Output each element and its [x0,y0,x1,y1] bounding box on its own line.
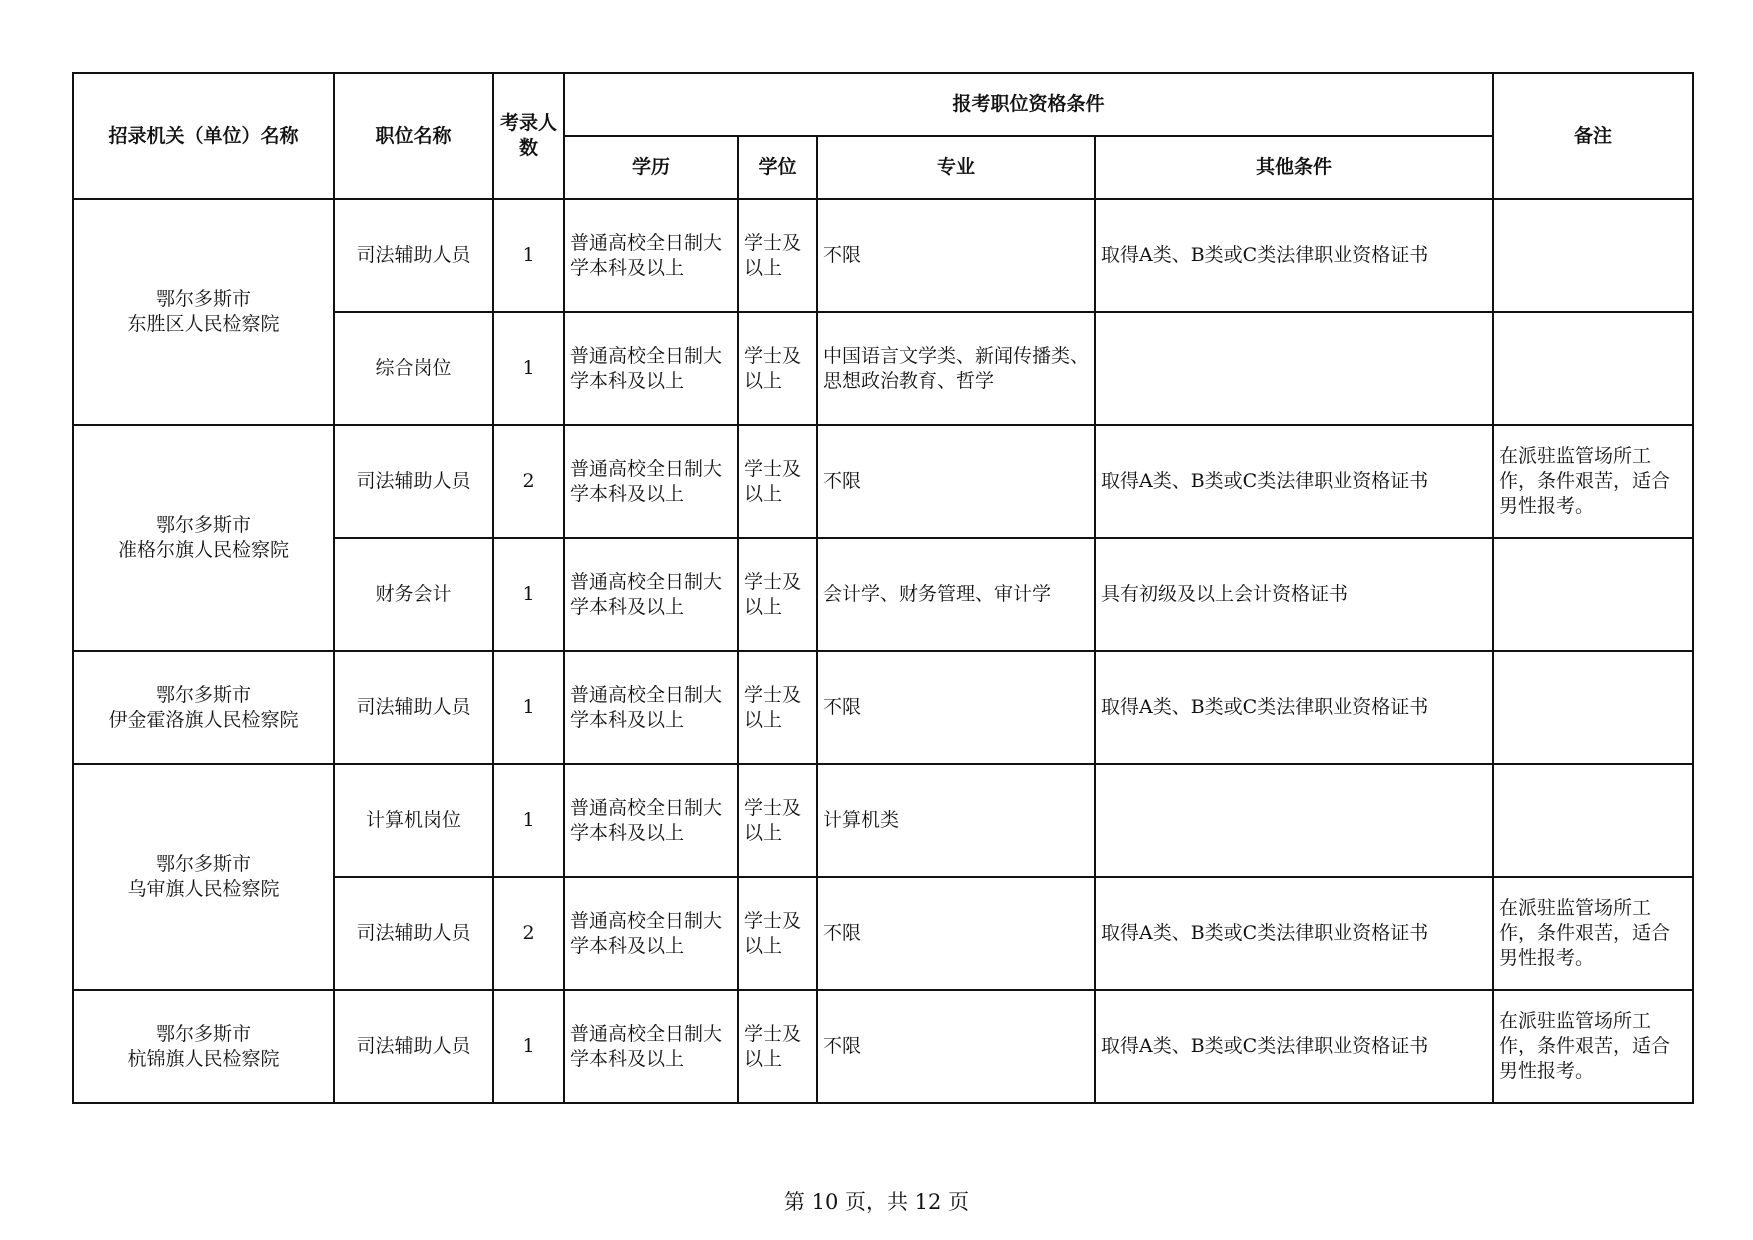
cell-unit-name [73,990,334,1103]
header-remark: 备注 [1493,73,1693,199]
unit-name-line1: 鄂尔多斯市 [155,683,251,706]
cell-remark [1493,651,1693,764]
cell-position: 计算机岗位 [334,764,493,877]
cell-other-conditions: 取得A类、B类或C类法律职业资格证书 [1095,651,1493,764]
cell-major: 不限 [817,651,1095,764]
table-body [73,199,1693,1103]
cell-education: 普通高校全日制大学本科及以上 [564,312,738,425]
cell-count: 1 [493,538,564,651]
cell-major: 不限 [817,877,1095,990]
cell-major: 计算机类 [817,764,1095,877]
cell-other-conditions: 具有初级及以上会计资格证书 [1095,538,1493,651]
cell-other-conditions: 取得A类、B类或C类法律职业资格证书 [1095,199,1493,312]
cell-major: 不限 [817,990,1095,1103]
table-row [73,764,1693,877]
cell-education: 普通高校全日制大学本科及以上 [564,990,738,1103]
cell-position: 财务会计 [334,538,493,651]
cell-count: 1 [493,199,564,312]
cell-remark: 在派驻监管场所工作，条件艰苦，适合男性报考。 [1493,425,1693,538]
cell-position: 司法辅助人员 [334,877,493,990]
cell-position: 司法辅助人员 [334,199,493,312]
header-position: 职位名称 [334,73,493,199]
cell-count: 2 [493,877,564,990]
header-degree: 学位 [738,136,817,199]
cell-position: 司法辅助人员 [334,651,493,764]
cell-remark: 在派驻监管场所工作，条件艰苦，适合男性报考。 [1493,990,1693,1103]
cell-unit-name [73,199,334,425]
page-number: 第 10 页，共 12 页 [783,1190,970,1214]
cell-degree: 学士及以上 [738,312,817,425]
table-header [73,73,1693,199]
recruitment-table [72,72,1694,1104]
cell-remark [1493,199,1693,312]
unit-name-line1: 鄂尔多斯市 [155,853,251,875]
cell-count: 1 [493,312,564,425]
table-row [73,651,1693,764]
unit-name-line2: 东胜区人民检察院 [127,313,280,335]
cell-count: 2 [493,425,564,538]
header-education: 学历 [564,136,738,199]
cell-degree: 学士及以上 [738,199,817,312]
cell-count: 1 [493,764,564,877]
cell-education: 普通高校全日制大学本科及以上 [564,425,738,538]
cell-degree: 学士及以上 [738,538,817,651]
header-major: 专业 [817,136,1095,199]
unit-name-line1: 鄂尔多斯市 [155,1022,251,1045]
cell-unit-name [73,764,334,990]
unit-name-line2: 准格尔旗人民检察院 [117,539,289,561]
cell-remark [1493,764,1693,877]
cell-degree: 学士及以上 [738,764,817,877]
cell-other-conditions [1095,312,1493,425]
cell-other-conditions [1095,764,1493,877]
cell-position: 司法辅助人员 [334,425,493,538]
cell-education: 普通高校全日制大学本科及以上 [564,538,738,651]
cell-count: 1 [493,651,564,764]
table-row [73,425,1693,538]
cell-remark [1493,312,1693,425]
table-row [73,199,1693,312]
cell-education: 普通高校全日制大学本科及以上 [564,877,738,990]
cell-position: 司法辅助人员 [334,990,493,1103]
cell-major: 不限 [817,425,1095,538]
cell-education: 普通高校全日制大学本科及以上 [564,764,738,877]
cell-degree: 学士及以上 [738,990,817,1103]
cell-unit-name [73,651,334,764]
unit-name-line1: 鄂尔多斯市 [155,514,251,536]
table-row [73,990,1693,1103]
cell-degree: 学士及以上 [738,651,817,764]
cell-other-conditions: 取得A类、B类或C类法律职业资格证书 [1095,990,1493,1103]
header-unit: 招录机关（单位）名称 [73,73,334,199]
recruitment-table-container [72,72,1692,1104]
cell-count: 1 [493,990,564,1103]
cell-degree: 学士及以上 [738,877,817,990]
header-qualifications: 报考职位资格条件 [564,73,1493,136]
cell-position: 综合岗位 [334,312,493,425]
unit-name-line2: 杭锦旗人民检察院 [127,1047,280,1070]
unit-name-line1: 鄂尔多斯市 [155,288,251,310]
cell-major: 中国语言文学类、新闻传播类、思想政治教育、哲学 [817,312,1095,425]
unit-name-line2: 伊金霍洛旗人民检察院 [108,708,299,731]
cell-unit-name [73,425,334,651]
cell-other-conditions: 取得A类、B类或C类法律职业资格证书 [1095,425,1493,538]
cell-other-conditions: 取得A类、B类或C类法律职业资格证书 [1095,877,1493,990]
cell-education: 普通高校全日制大学本科及以上 [564,199,738,312]
cell-degree: 学士及以上 [738,425,817,538]
cell-major: 不限 [817,199,1095,312]
cell-remark: 在派驻监管场所工作，条件艰苦，适合男性报考。 [1493,877,1693,990]
cell-education: 普通高校全日制大学本科及以上 [564,651,738,764]
cell-major: 会计学、财务管理、审计学 [817,538,1095,651]
header-other: 其他条件 [1095,136,1493,199]
header-count: 考录人数 [493,73,564,199]
cell-remark [1493,538,1693,651]
unit-name-line2: 乌审旗人民检察院 [127,878,280,900]
